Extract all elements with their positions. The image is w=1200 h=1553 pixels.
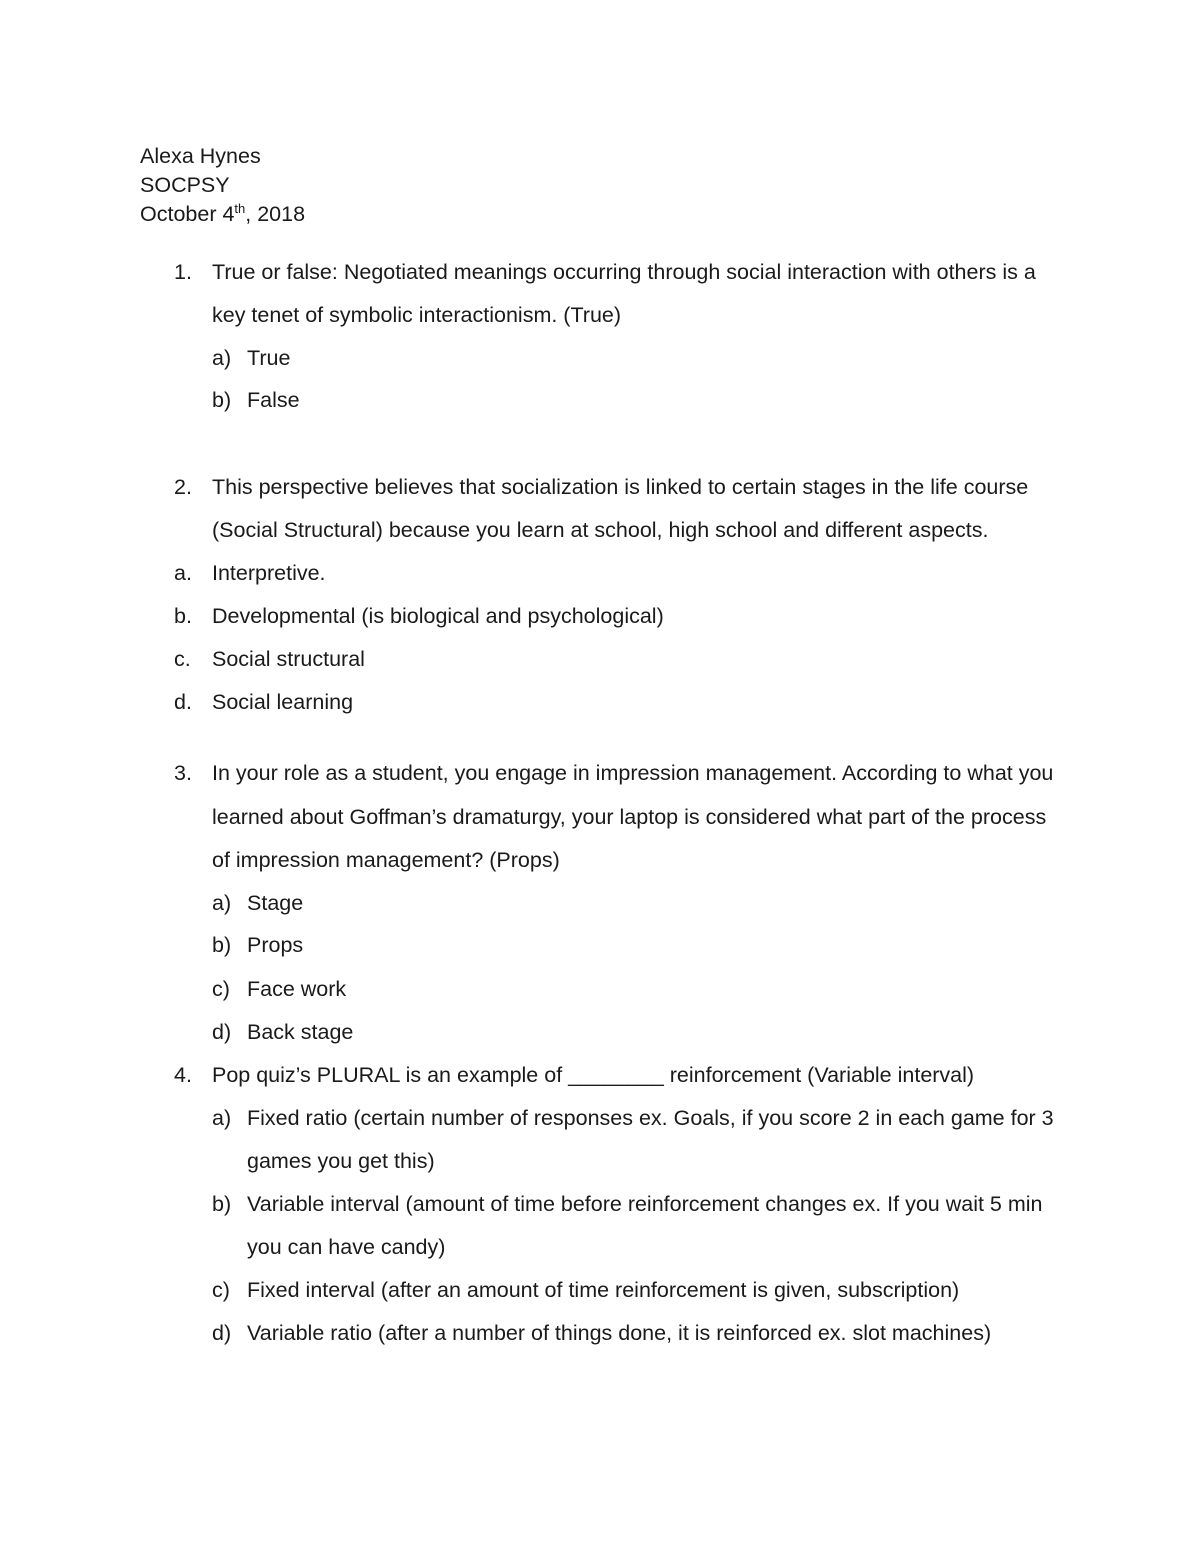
question-3-text-line-2: learned about Goffman’s dramaturgy, your laptop is considered what part of the process	[212, 805, 1047, 829]
question-2-text-line-2: (Social Structural) because you learn at school, high school and different aspects.	[212, 518, 989, 542]
question-2-number: 2.	[174, 475, 192, 499]
question-2-option-d-text: Social learning	[212, 690, 354, 714]
question-4-option-a-label: a)	[212, 1106, 232, 1130]
question-3-number: 3.	[174, 761, 192, 785]
question-3-text-line-1: In your role as a student, you engage in impression management. According to what you	[212, 761, 1054, 785]
question-2-option-a-text: Interpretive.	[212, 561, 326, 585]
question-1-option-b-text: False	[247, 388, 300, 412]
question-2-option-b-label: b.	[174, 604, 192, 628]
question-4-option-b-text-line-2: you can have candy)	[247, 1235, 446, 1259]
question-2-option-a-label: a.	[174, 561, 192, 585]
question-4-option-d-text: Variable ratio (after a number of things done, it is reinforced ex. slot machines)	[247, 1321, 992, 1345]
question-3-option-c-label: c)	[212, 977, 230, 1001]
question-1-option-a-text: True	[247, 346, 291, 370]
question-3-option-b-label: b)	[212, 933, 232, 957]
question-3-option-a-text: Stage	[247, 891, 304, 915]
question-4-option-c-label: c)	[212, 1278, 230, 1302]
course-name: SOCPSY	[140, 173, 230, 197]
question-2-option-d-label: d.	[174, 690, 192, 714]
question-4-number: 4.	[174, 1063, 192, 1087]
date-prefix: October 4	[140, 202, 235, 226]
question-4-option-a-text-line-2: games you get this)	[247, 1149, 435, 1173]
question-2-text-line-1: This perspective believes that socialization is linked to certain stages in the life course	[212, 475, 1029, 499]
question-4-option-c-text: Fixed interval (after an amount of time reinforcement is given, subscription)	[247, 1278, 960, 1302]
question-3-text-line-3: of impression management? (Props)	[212, 848, 560, 872]
question-3-option-d-text: Back stage	[247, 1020, 354, 1044]
question-4-text-line-1: Pop quiz’s PLURAL is an example of ________ reinforcement (Variable interval)	[212, 1063, 975, 1087]
question-3-option-a-label: a)	[212, 891, 232, 915]
date-suffix: , 2018	[245, 202, 306, 226]
question-4-option-d-label: d)	[212, 1321, 232, 1345]
question-1-text-line-1: True or false: Negotiated meanings occurring through social interaction with others is a	[212, 260, 1036, 284]
question-3-option-c-text: Face work	[247, 977, 347, 1001]
question-3-option-d-label: d)	[212, 1020, 232, 1044]
document-date	[140, 200, 305, 228]
question-1-option-a-label: a)	[212, 346, 232, 370]
author-name: Alexa Hynes	[140, 144, 261, 168]
question-2-option-c-label: c.	[174, 647, 191, 671]
question-4-option-b-text-line-1: Variable interval (amount of time before reinforcement changes ex. If you wait 5 min	[247, 1192, 1043, 1216]
date-superscript: th	[234, 200, 246, 216]
question-1-number: 1.	[174, 260, 192, 284]
question-2-option-c-text: Social structural	[212, 647, 365, 671]
question-1-text-line-2: key tenet of symbolic interactionism. (True)	[212, 303, 622, 327]
question-2-option-b-text: Developmental (is biological and psychological)	[212, 604, 664, 628]
question-1-option-b-label: b)	[212, 388, 232, 412]
question-4-option-b-label: b)	[212, 1192, 232, 1216]
question-4-option-a-text-line-1: Fixed ratio (certain number of responses ex. Goals, if you score 2 in each game for 3	[247, 1106, 1054, 1130]
question-3-option-b-text: Props	[247, 933, 304, 957]
